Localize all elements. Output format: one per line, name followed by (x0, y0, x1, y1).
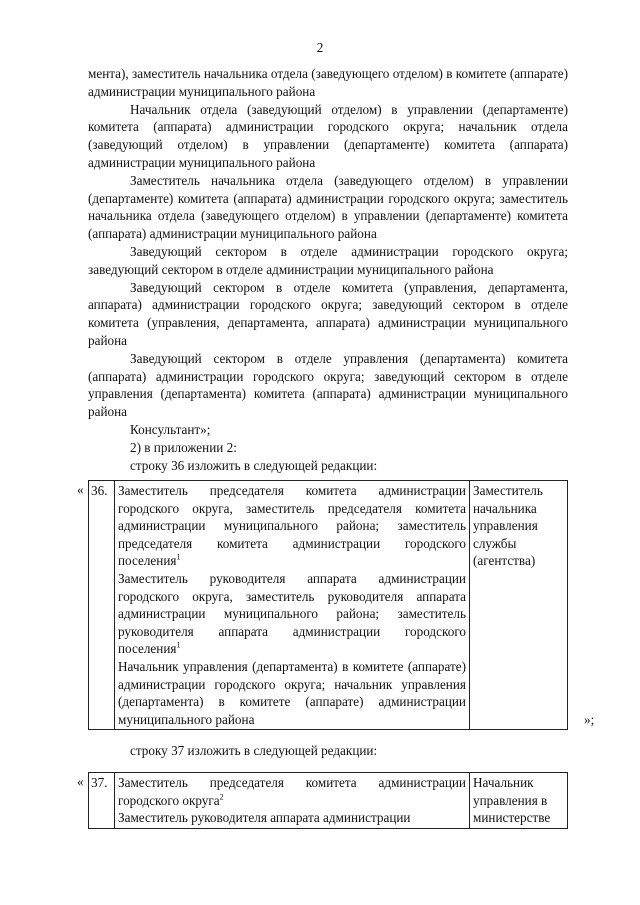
description-item: Заместитель председателя комитета администрации городского округа$^2$ (118, 775, 466, 808)
description-item: Заместитель председателя комитета администрации городского округа, заместитель председателя комитета администрации муниципального района; заместитель председателя комитета администрации городского поселения$^1$ (118, 483, 466, 569)
row-number: 36. (89, 481, 115, 730)
open-quote: « (77, 482, 84, 497)
row-description (115, 773, 470, 829)
footnote-mark: 1 (176, 552, 181, 562)
footnote-mark: 2 (219, 792, 224, 802)
body-text (88, 65, 568, 474)
description-item: Начальник управления (департамента) в комитете (аппарате) администрации городского округа; начальник управления (департамента) в комитете (аппарате) администрации муниципального района (118, 658, 466, 727)
description-item: Заместитель руководителя аппарата администрации (118, 810, 411, 826)
row-position: Начальник управления в министерстве (470, 773, 568, 829)
open-quote: « (77, 774, 84, 789)
body-text (88, 742, 568, 760)
table-row-37 (88, 772, 568, 829)
page-number: 2 (316, 40, 324, 55)
table-row-36 (88, 480, 568, 730)
description-item: Заместитель руководителя аппарата администрации городского округа, заместитель руководителя аппарата администрации муниципального района; заместитель руководителя аппарата администрации городского поселения$^1$ (118, 570, 466, 657)
row-position: Заместитель начальника управления службы (агентства) (470, 481, 568, 730)
paragraph: Заведующий сектором в отделе управления (департамента) комитета (аппарата) администрации городского округа; заведующий сектором в отделе управления (департамента) комитета (аппарата) администрации муниципального района (88, 350, 568, 420)
paragraph: 2) в приложении 2: (130, 439, 237, 455)
paragraph: строку 36 изложить в следующей редакции: (130, 457, 378, 473)
row-number: 37. (89, 773, 115, 829)
table-row (89, 773, 568, 829)
paragraph: Заместитель начальника отдела (заведующего отделом) в управлении (департаменте) комитета (аппарата) администрации городского округа; заместитель начальника отдела (заведующего отделом) в управлении (департаменте) комитета (аппарата) администрации муниципального района (88, 172, 568, 242)
paragraph: Начальник отдела (заведующий отделом) в управлении (департаменте) комитета (аппарата) администрации городского округа; начальник отдела (заведующий отделом) в управлении (департаменте) комитета (аппарата) администрации муниципального района (88, 101, 568, 170)
row-description (115, 481, 470, 730)
paragraph: Заведующий сектором в отделе комитета (управления, департамента, аппарата) администрации городского округа; заведующий сектором в отделе комитета (управления, департамента, аппарата) администрации муниципального района (88, 279, 568, 348)
paragraph: строку 37 изложить в следующей редакции: (130, 743, 378, 758)
paragraph: Заведующий сектором в отделе администрации городского округа; заведующий сектором в отделе администрации муниципального района (88, 243, 568, 277)
paragraph: мента), заместитель начальника отдела (заведующего отделом) в комитете (аппарате) администрации муниципального района (88, 66, 568, 99)
close-quote: »; (584, 712, 595, 727)
footnote-mark: 1 (176, 640, 181, 650)
paragraph: Консультант»; (130, 421, 211, 437)
table-row (89, 481, 568, 730)
